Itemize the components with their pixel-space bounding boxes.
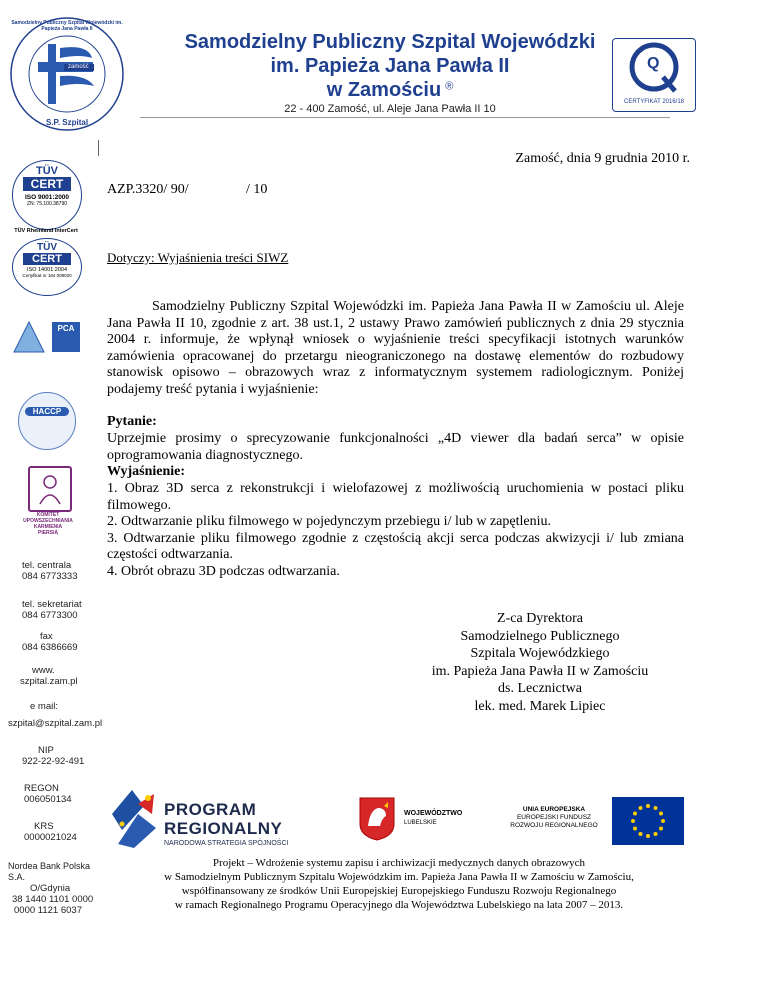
project-line4: w ramach Regionalnego Programu Operacyjnego dla Województwa Lubelskiego na lata 2007 – 2013.: [174, 899, 624, 911]
hospital-logo-icon: [8, 14, 126, 134]
haccp-cert: [18, 392, 76, 450]
program-line1: PROGRAM: [164, 800, 257, 819]
www[interactable]: szpital.zam.pl: [20, 676, 78, 687]
breastfeeding-committee-logo: [28, 466, 72, 512]
quality-mark: Q: [647, 55, 660, 72]
eu-star: [654, 806, 658, 810]
tuv-number-line-2: Certyfikat nr 184 008020: [22, 273, 72, 278]
intro-paragraph: Samodzielny Publiczny Szpital Wojewódzki im. Papieża Jana Pawła II w Zamościu ul. Aleje Jana Pawła II 10, zgodnie z art. 38 ust.1, 2 ustawy Prawo zamówień publicznych z dnia 29 stycznia 2004 r. informuje, że wpłynął wniosek o wyjaśnienie treści specyfikacji istotnych warunków zamówienia opracowanej do przetargu nieograniczonego na dostawę elementów do rozbudowy stanowisk opisowo – obrazowych wraz z informatycznym systemem radiologicznym. Poniżej podajemy treść pytania i wyjaśnienie:: [107, 299, 684, 397]
tuv-cert-word-2: CERT: [23, 253, 71, 265]
answer-item: 4. Obrót obrazu 3D podczas odtwarzania.: [107, 563, 340, 579]
registered-mark: ®: [445, 80, 454, 93]
krs: 0000021024: [24, 832, 77, 843]
header-tick: [98, 140, 99, 156]
tel-sekretariat: 084 6773300: [22, 610, 78, 621]
hospital-logo: [8, 14, 126, 134]
reference-suffix: / 10: [246, 182, 268, 197]
signature-line: Szpitala Wojewódzkiego: [470, 646, 610, 662]
signature-line: Z-ca Dyrektora: [497, 611, 583, 626]
bank-line4: 0000 1121 6037: [14, 905, 82, 916]
question-text: Uprzejmie prosimy o sprecyzowanie funkcjonalności „4D viewer dla badań serca” w opisie oprogramowania diagnostycznego.: [107, 431, 684, 463]
committee-line2: UPOWSZECHNIANIA: [23, 518, 73, 524]
subject: Dotyczy: Wyjaśnienia treści SIWZ: [107, 250, 289, 265]
krs-label: KRS: [34, 821, 54, 832]
regon: 006050134: [24, 794, 72, 805]
tuv-number-line: ZN: 75.100.38790: [26, 201, 68, 207]
coat-of-arms-icon: [358, 796, 396, 842]
triangle-cert-icon: [12, 318, 46, 358]
project-note: [104, 856, 694, 912]
tel-sekretariat-label: tel. sekretariat: [22, 599, 82, 610]
regon-label: REGON: [24, 783, 59, 794]
program-regionalny-logo: [108, 784, 338, 852]
breastfeeding-committee-text: [10, 512, 86, 536]
bank-line3: 38 1440 1101 0000: [12, 894, 94, 905]
tel-centrala-label: tel. centrala: [22, 560, 72, 571]
signature-line: lek. med. Marek Lipiec: [474, 698, 606, 714]
project-line3: współfinansowany ze środków Unii Europejskiej Europejskiego Funduszu Rozwoju Regionalnego: [181, 885, 617, 897]
signature-line: im. Papieża Jana Pawła II w Zamościu: [431, 663, 649, 679]
bank-line1: Nordea Bank Polska S.A.: [8, 861, 91, 882]
tuv-brand: TÜV: [36, 165, 58, 177]
eu-star: [659, 812, 663, 816]
signature-block: [390, 610, 690, 716]
eu-star: [631, 819, 635, 823]
tuv-footer: TÜV Rheinland InterCert: [14, 228, 78, 234]
answer-list: [107, 481, 684, 581]
nip-label: NIP: [38, 745, 54, 756]
answer-label: Wyjaśnienie:: [107, 464, 186, 479]
hospital-address: 22 - 400 Zamość, ul. Aleje Jana Pawła II 10: [284, 103, 496, 115]
eu-star: [646, 804, 650, 808]
committee-line1: KOMITET: [36, 512, 60, 518]
committee-line3: KARMIENIA: [33, 524, 63, 530]
fax: 084 6386669: [22, 642, 78, 653]
fax-label: fax: [40, 631, 53, 642]
www-label: www.: [32, 665, 55, 676]
question-label: Pytanie:: [107, 414, 157, 429]
hospital-name-line3-wrap: [150, 78, 630, 102]
tel-centrala: 084 6773333: [22, 571, 78, 582]
contact-sidebar: [8, 560, 104, 916]
tuv-iso-line: ISO 9001:2000: [24, 194, 70, 201]
program-line2: REGIONALNY: [164, 819, 283, 838]
tuv-cert-iso9001: [12, 160, 82, 230]
place-date: Zamość, dnia 9 grudnia 2010 r.: [515, 151, 690, 166]
logo-ring-text: Samodzielny Publiczny Szpital Wojewódzki im. Papieża Jana Pawła II: [11, 20, 123, 32]
answer-item: 3. Odtwarzanie pliku filmowego zgodnie z częstością akcji serca podczas akwizycji i/ lub zmiana częstości odtwarzania.: [107, 530, 684, 563]
committee-line4: PIERSIĄ: [37, 530, 58, 536]
eu-star: [654, 832, 658, 836]
woj-line2: LUBELSKIE: [404, 820, 437, 826]
eu-star: [646, 834, 650, 838]
mother-child-icon: [30, 468, 70, 510]
eu-flag-icon: [612, 797, 684, 845]
bank-line2: O/Gdynia: [30, 883, 71, 894]
eu-star: [659, 827, 663, 831]
signature-line: Samodzielnego Publicznego: [460, 628, 620, 644]
quality-cert-text: CERTYFIKAT 2016/18: [623, 99, 685, 105]
signature-line: ds. Lecznictwa: [498, 681, 582, 697]
eu-line2: EUROPEJSKI FUNDUSZ: [516, 814, 592, 821]
hospital-name-line1: Samodzielny Publiczny Szpital Wojewódzki: [184, 31, 596, 53]
answer-item: 2. Odtwarzanie pliku filmowego w pojedynczym przebiegu i/ lub w zapętleniu.: [107, 514, 551, 530]
eu-star: [639, 806, 643, 810]
reference-number: AZP.3320/ 90/: [107, 182, 189, 197]
program-flag-icon: [108, 784, 162, 850]
woj-line1: WOJEWÓDZTWO: [404, 810, 463, 817]
eu-star: [639, 832, 643, 836]
eu-star: [661, 819, 665, 823]
logo-bottom-text: S.P. Szpital: [45, 118, 89, 127]
lubelskie-coat-of-arms: [358, 796, 396, 842]
header-divider: [140, 117, 670, 118]
tuv-iso-line-2: ISO 14001:2004: [26, 267, 68, 273]
tuv-cert-word: CERT: [23, 177, 71, 191]
eu-line3: ROZWOJU REGIONALNEGO: [510, 822, 598, 829]
quality-cert-badge: [612, 38, 696, 112]
tuv-brand-2: TÜV: [37, 242, 57, 253]
tuv-cert-iso14001: [12, 238, 82, 296]
hospital-name-line3: w Zamościu: [326, 79, 442, 101]
nip: 922-22-92-491: [22, 756, 85, 767]
logo-center-text: zamość: [68, 64, 89, 70]
pca-label: PCA: [52, 322, 80, 352]
project-line2: w Samodzielnym Publicznym Szpitalu Wojewódzkim im. Papieża Jana Pawła II w Zamościu w Zamościu,: [164, 871, 634, 883]
eu-text: [500, 806, 608, 830]
eu-star: [633, 812, 637, 816]
eu-line1: UNIA EUROPEJSKA: [522, 806, 586, 813]
eu-star: [633, 827, 637, 831]
haccp-label: HACCP: [25, 407, 69, 416]
email[interactable]: szpital@szpital.zam.pl: [8, 718, 103, 729]
eu-flag: [612, 797, 684, 845]
answer-item: 1. Obraz 3D serca z rekonstrukcji i wielofazowej z możliwością uruchomienia w postaci pliku filmowego.: [107, 481, 684, 513]
hospital-name-line2: im. Papieża Jana Pawła II: [270, 55, 510, 77]
project-line1: Projekt – Wdrożenie systemu zapisu i archiwizacji medycznych danych obrazowych: [212, 857, 586, 869]
pca-cert: [12, 318, 82, 370]
program-line3: NARODOWA STRATEGIA SPÓJNOŚCI: [164, 840, 289, 847]
email-label: e mail:: [30, 701, 58, 712]
